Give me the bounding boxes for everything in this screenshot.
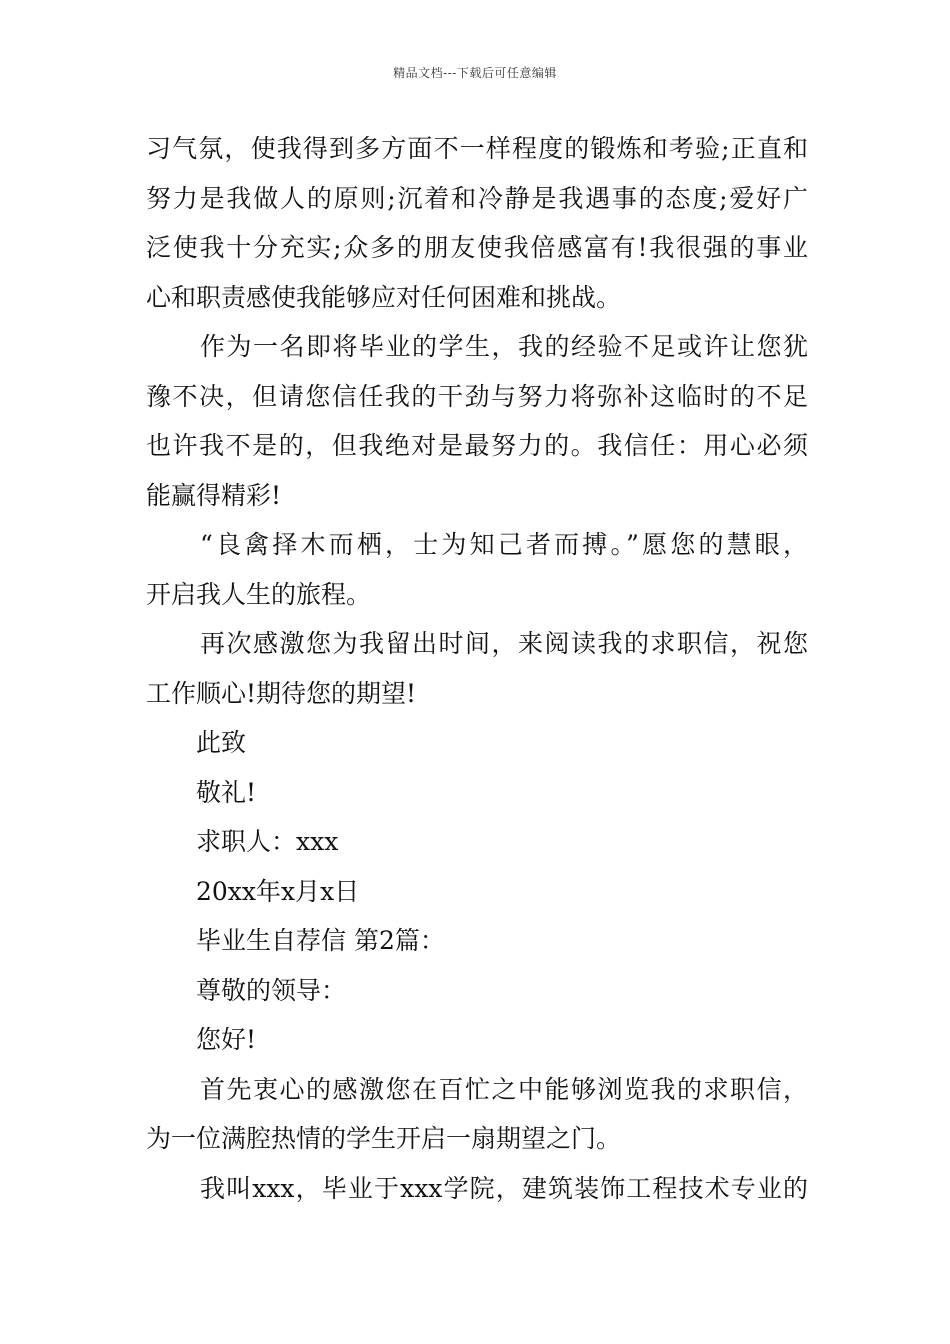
text-line-12: 工作顺心!期待您的期望! — [146, 678, 417, 708]
hello-line: 您好! — [196, 1025, 257, 1054]
applicant-signature: 求职人：xxx — [196, 827, 339, 856]
text-line-8: 能赢得精彩! — [146, 480, 282, 510]
document-body — [146, 124, 808, 1213]
text-line-2: 努力是我做人的原则;沉着和冷静是我遇事的态度;爱好广 — [146, 183, 808, 213]
text-line-21: 为一位满腔热情的学生开启一扇期望之门。 — [146, 1124, 622, 1153]
text-line-6: 豫不决，但请您信任我的干劲与努力将弥补这临时的不足 — [146, 381, 808, 411]
text-line-7: 也许我不是的，但我绝对是最努力的。我信任：用心必须 — [146, 431, 808, 460]
text-line-3: 泛使我十分充实;众多的朋友使我倍感富有!我很强的事业 — [146, 233, 808, 262]
closing-salutation: 此致 — [196, 728, 247, 757]
text-line-9: “良禽择木而栖，士为知己者而搏。”愿您的慧眼， — [200, 530, 808, 559]
text-line-1: 习气氛，使我得到多方面不一样程度的锻炼和考验;正直和 — [146, 134, 808, 163]
text-line-10: 开启我人生的旅程。 — [146, 579, 372, 609]
letter-date: 20xx年x月x日 — [196, 876, 360, 906]
text-line-4: 心和职责感使我能够应对任何困难和挑战。 — [146, 282, 622, 312]
page-header: 精品文档---下载后可任意编辑 — [393, 66, 557, 80]
text-line-22: 我叫xxx，毕业于xxx学院，建筑装饰工程技术专业的 — [200, 1173, 808, 1203]
text-line-20: 首先衷心的感激您在百忙之中能够浏览我的求职信， — [200, 1074, 808, 1104]
text-line-11: 再次感激您为我留出时间，来阅读我的求职信，祝您 — [200, 629, 808, 658]
closing-regards: 敬礼! — [196, 777, 257, 807]
section-title: 毕业生自荐信 第2篇： — [196, 926, 445, 955]
text-line-5: 作为一名即将毕业的学生，我的经验不足或许让您犹 — [200, 332, 808, 361]
recipient-greeting: 尊敬的领导： — [196, 975, 347, 1005]
